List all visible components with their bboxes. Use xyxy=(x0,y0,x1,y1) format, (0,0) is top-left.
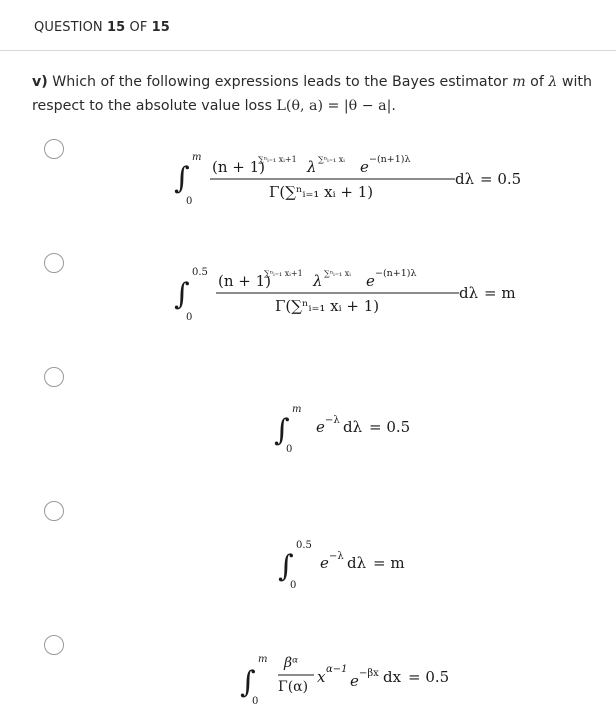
equals-value: = 0.5 xyxy=(480,170,522,188)
counter-prefix: QUESTION xyxy=(34,20,107,35)
lower-limit: 0 xyxy=(252,696,259,707)
x-exponent: α−1 xyxy=(326,664,348,675)
upper-limit: m xyxy=(292,404,302,415)
upper-limit: 0.5 xyxy=(192,267,208,278)
header-divider xyxy=(0,50,616,51)
denominator: Γ(∑ⁿᵢ₌₁ xᵢ + 1) xyxy=(269,183,374,201)
integral-sign: ∫ xyxy=(174,277,190,312)
upper-limit: m xyxy=(258,654,268,665)
differential: dx xyxy=(383,668,402,686)
question-text xyxy=(32,70,592,118)
lower-limit: 0 xyxy=(186,312,193,323)
exp-base: e xyxy=(320,554,329,572)
integral-sign: ∫ xyxy=(174,161,190,196)
lower-limit: 0 xyxy=(286,444,293,455)
option-a-expression xyxy=(172,148,532,212)
fraction-numerator: βᵅ xyxy=(284,655,299,671)
fraction-denominator: Γ(α) xyxy=(278,679,309,695)
exp-exponent: −βx xyxy=(359,668,379,679)
counter-of: OF xyxy=(125,20,152,35)
counter-total: 15 xyxy=(151,20,170,35)
estimator-symbol: m xyxy=(512,74,526,90)
numerator-exp2: ∑ⁿᵢ₌₁ xᵢ xyxy=(324,269,351,278)
question-end: . xyxy=(391,98,396,114)
upper-limit: m xyxy=(192,152,202,163)
question-text-3: with respect to the absolute value loss xyxy=(32,74,592,114)
param-symbol: λ xyxy=(548,74,558,90)
option-b-radio[interactable] xyxy=(44,253,64,273)
integral-sign: ∫ xyxy=(274,413,290,448)
question-text-2: of xyxy=(525,74,549,90)
option-b-expression xyxy=(172,262,532,326)
exp-base: e xyxy=(350,672,359,690)
differential: dλ xyxy=(459,284,479,302)
differential: dλ xyxy=(347,554,367,572)
numerator-exp1: ∑ⁿᵢ₌₁ xᵢ+1 xyxy=(258,155,297,164)
exp-base: e xyxy=(360,158,369,176)
option-d-expression xyxy=(276,536,476,595)
lower-limit: 0 xyxy=(186,196,193,207)
numerator-base: (n + 1) xyxy=(218,272,272,290)
denominator: Γ(∑ⁿᵢ₌₁ xᵢ + 1) xyxy=(275,297,380,315)
option-c-radio[interactable] xyxy=(44,367,64,387)
option-a-radio[interactable] xyxy=(44,139,64,159)
loss-function: L(θ, a) = |θ − a| xyxy=(276,98,392,114)
option-c-expression xyxy=(272,400,472,459)
integral-sign: ∫ xyxy=(240,665,256,700)
equals-value: = 0.5 xyxy=(408,668,450,686)
option-e-expression xyxy=(238,648,498,710)
lambda: λ xyxy=(307,158,317,176)
integral-sign: ∫ xyxy=(278,549,294,584)
differential: dλ xyxy=(455,170,475,188)
question-part: v) xyxy=(32,74,48,90)
question-text-1: Which of the following expressions leads to the Bayes estimator xyxy=(47,74,513,90)
numerator-exp2: ∑ⁿᵢ₌₁ xᵢ xyxy=(318,155,345,164)
exp-exponent: −(n+1)λ xyxy=(369,154,411,165)
lambda: λ xyxy=(313,272,323,290)
exp-base: e xyxy=(366,272,375,290)
equals-value: = m xyxy=(484,284,516,302)
numerator-base: (n + 1) xyxy=(212,158,266,176)
option-e-radio[interactable] xyxy=(44,635,64,655)
lower-limit: 0 xyxy=(290,580,297,591)
differential: dλ xyxy=(343,418,363,436)
exp-exponent: −λ xyxy=(325,415,340,426)
equals-value: = m xyxy=(373,554,405,572)
equals-value: = 0.5 xyxy=(369,418,411,436)
numerator-exp1: ∑ⁿᵢ₌₁ xᵢ+1 xyxy=(264,269,303,278)
exp-exponent: −λ xyxy=(329,551,344,562)
question-counter xyxy=(34,20,170,35)
upper-limit: 0.5 xyxy=(296,540,312,551)
option-d-radio[interactable] xyxy=(44,501,64,521)
counter-current: 15 xyxy=(106,20,126,35)
exp-base: e xyxy=(316,418,325,436)
x-base: x xyxy=(317,668,326,686)
exp-exponent: −(n+1)λ xyxy=(375,268,417,279)
